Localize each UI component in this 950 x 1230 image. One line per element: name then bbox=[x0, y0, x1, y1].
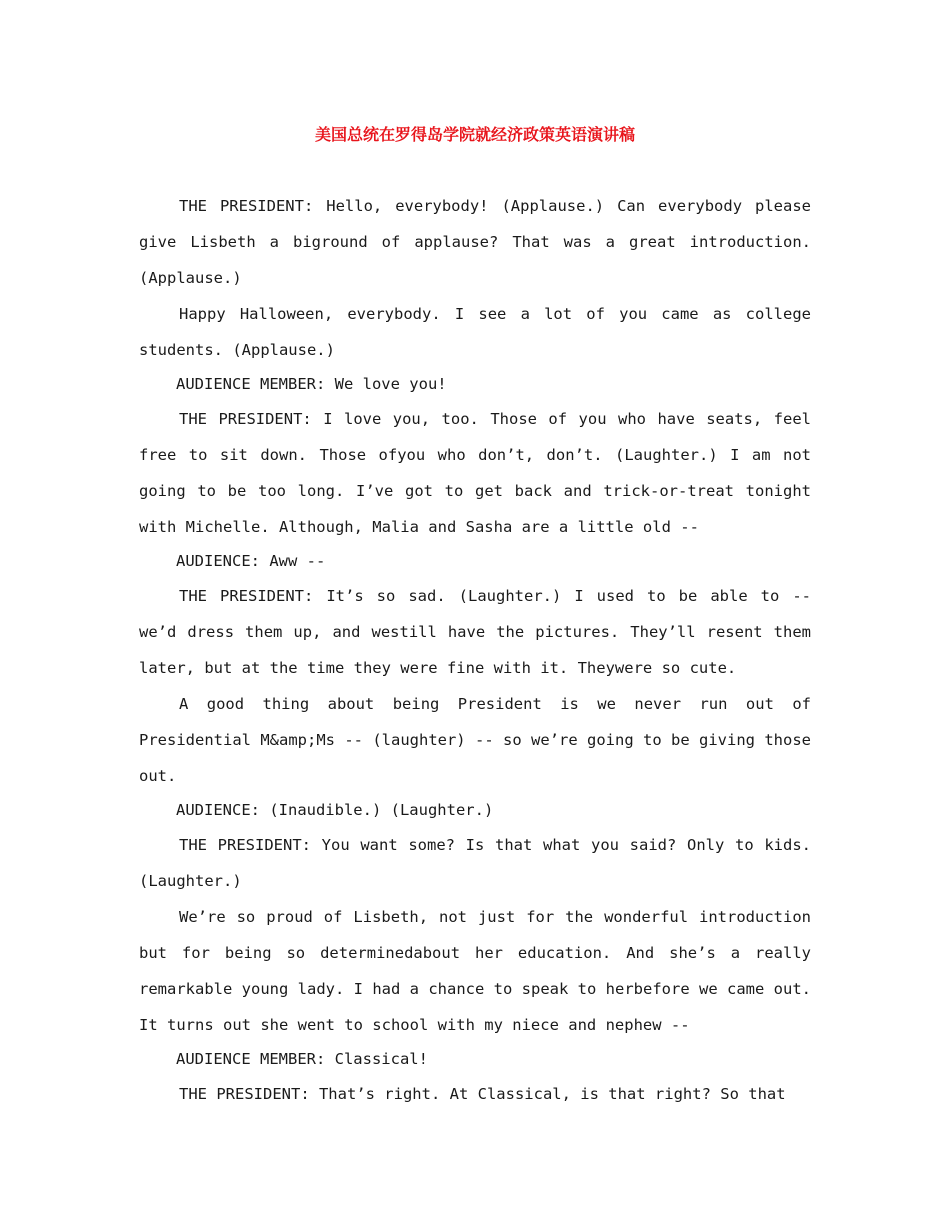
speech-body bbox=[139, 188, 811, 1112]
paragraph: THE PRESIDENT: It’s so sad. (Laughter.) I used to be able to -- we’d dress them up, and westill have the pictures. They’ll resent them later, but at the time they were fine with it. Theywere so cute. bbox=[139, 587, 811, 677]
paragraph: Happy Halloween, everybody. I see a lot of you came as college students. (Applause.) bbox=[139, 305, 811, 359]
paragraph: THE PRESIDENT: You want some? Is that what you said? Only to kids. (Laughter.) bbox=[139, 836, 811, 890]
paragraph: A good thing about being President is we never run out of Presidential M&amp;Ms -- (laughter) -- so we’re going to be giving those out. bbox=[139, 695, 811, 785]
document-title: 美国总统在罗得岛学院就经济政策英语演讲稿 bbox=[314, 125, 635, 144]
paragraph: THE PRESIDENT: That’s right. At Classical, is that right? So that bbox=[179, 1085, 786, 1103]
paragraph: We’re so proud of Lisbeth, not just for the wonderful introduction but for being so determinedabout her education. And she’s a really remarkable young lady. I had a chance to speak to herbefore we came out. It turns out she went to school with my niece and nephew -- bbox=[139, 908, 811, 1034]
paragraph: AUDIENCE MEMBER: We love you! bbox=[176, 375, 447, 393]
paragraph: AUDIENCE MEMBER: Classical! bbox=[176, 1050, 428, 1068]
paragraph: THE PRESIDENT: I love you, too. Those of you who have seats, feel free to sit down. Those ofyou who don’t, don’t. (Laughter.) I am not going to be too long. I’ve got to get back and trick-or-treat tonight with Michelle. Although, Malia and Sasha are a little old -- bbox=[139, 410, 811, 536]
paragraph: THE PRESIDENT: Hello, everybody! (Applause.) Can everybody please give Lisbeth a biground of applause? That was a great introduction. (Applause.) bbox=[139, 197, 811, 287]
paragraph: AUDIENCE: (Inaudible.) (Laughter.) bbox=[176, 801, 494, 819]
paragraph: AUDIENCE: Aww -- bbox=[176, 552, 326, 570]
